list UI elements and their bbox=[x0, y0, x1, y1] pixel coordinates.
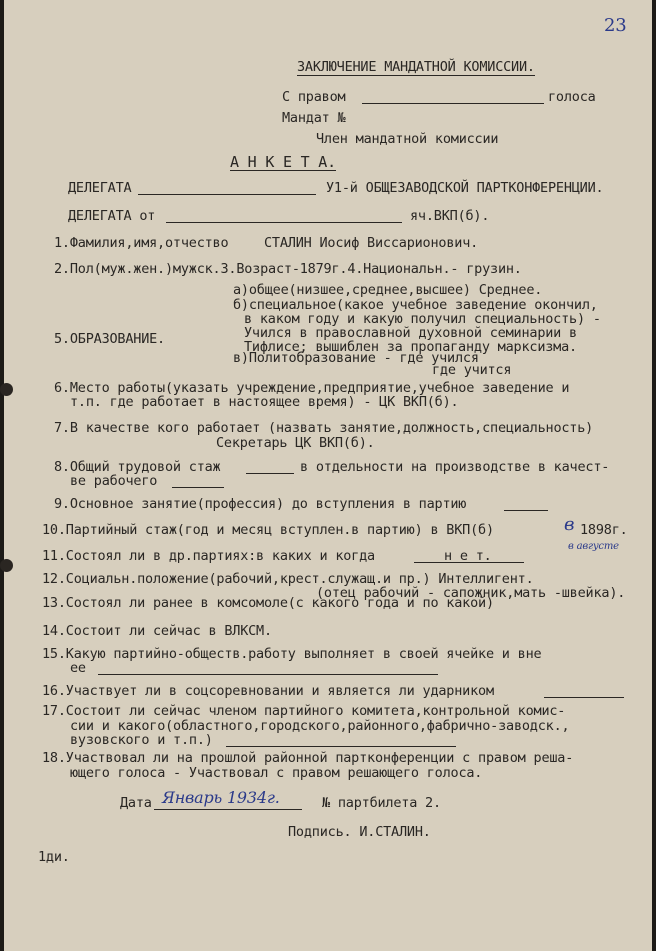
vote-right-blank bbox=[362, 103, 544, 104]
cell-label: яч.ВКП(б). bbox=[410, 208, 490, 224]
mandate-label: Мандат № bbox=[282, 110, 346, 126]
q6-workplace-line2: т.п. где работает в настоящее время) - ЦК ВКП(б). bbox=[70, 394, 459, 410]
q8-production-label: в отдельности на производстве в качест- bbox=[300, 459, 610, 475]
q5b-answer-line2: Тифлисе; вышиблен за пропаганду марксизма. bbox=[244, 339, 577, 355]
q6-workplace: 6.Место работы(указать учреждение,предприятие,учебное заведение и bbox=[54, 380, 570, 396]
q5a-general-education: а)общее(низшее,среднее,высшее) Среднее. bbox=[233, 282, 543, 298]
q9-blank bbox=[504, 510, 548, 511]
q12-social-status: 12.Социальн.положение(рабочий,крест.служащ.и пр.) Интеллигент. bbox=[42, 571, 534, 587]
delegate-from-label: ДЕЛЕГАТА от bbox=[68, 208, 156, 224]
commission-title: ЗАКЛЮЧЕНИЕ МАНДАТНОЙ КОМИССИИ. bbox=[297, 59, 535, 75]
q17-line2: сии и какого(областного,городского,районного,фабрично-заводск., bbox=[70, 718, 570, 734]
copies-note: 1ди. bbox=[38, 849, 70, 865]
q5c-where-studies: где учится bbox=[432, 362, 512, 378]
vote-right-label: С правом bbox=[282, 89, 346, 105]
q10-year: 1898г. bbox=[580, 522, 628, 538]
q10-handwritten-mark: в bbox=[564, 514, 575, 535]
q7-position: 7.В качестве кого работает (назвать занятие,должность,специальность) bbox=[54, 420, 594, 436]
q12-parents: (отец рабочий - сапожник,мать -швейка). bbox=[316, 585, 626, 601]
q7-position-answer: Секретарь ЦК ВКП(б). bbox=[216, 435, 375, 451]
q11-other-parties: 11.Состоял ли в др.партиях:в каких и когда bbox=[42, 548, 375, 564]
delegate-label: ДЕЛЕГАТА bbox=[68, 180, 132, 196]
q18-answer: ющего голоса - Участвовал с правом решающего голоса. bbox=[70, 765, 483, 781]
q8-worker-blank bbox=[172, 487, 224, 488]
questionnaire-sheet bbox=[4, 0, 652, 951]
q1-name-answer: СТАЛИН Иосиф Виссарионович. bbox=[264, 235, 479, 251]
q5c-political-education: в)Политобразование - где учился bbox=[233, 350, 479, 366]
q2-4-sex-age-nationality: 2.Пол(муж.жен.)мужск.3.Возраст-1879г.4.Национальн.- грузин. bbox=[54, 261, 522, 277]
q14-vlksm: 14.Состоит ли сейчас в ВЛКСМ. bbox=[42, 623, 272, 639]
q5b-special-education: б)специальное(какое учебное заведение окончил, bbox=[233, 297, 598, 313]
delegate-from-blank bbox=[166, 222, 402, 223]
q15-line2: ее bbox=[70, 660, 86, 676]
q5-education-label: 5.ОБРАЗОВАНИЕ. bbox=[54, 331, 165, 347]
q17-blank bbox=[226, 746, 456, 747]
delegate-blank bbox=[138, 194, 316, 195]
conference-name: У1-й ОБЩЕЗАВОДСКОЙ ПАРТКОНФЕРЕНЦИИ. bbox=[326, 180, 604, 196]
q17-committee-member: 17.Состоит ли сейчас членом партийного комитета,контрольной комис- bbox=[42, 703, 566, 719]
date-label: Дата bbox=[120, 795, 152, 811]
punch-hole bbox=[0, 383, 13, 396]
q1-name-label: 1.Фамилия,имя,отчество bbox=[54, 235, 229, 251]
q5b-special-line2: в каком году и какую получил специальность) - bbox=[244, 311, 601, 327]
q17-line3: вузовского и т.п.) bbox=[70, 732, 213, 748]
signature-line: Подпись. И.СТАЛИН. bbox=[288, 824, 431, 840]
q11-answer: н е т. bbox=[444, 548, 492, 564]
party-card-number: № партбилета 2. bbox=[322, 795, 441, 811]
q18-last-conference: 18.Участвовал ли на прошлой районной партконференции с правом реша- bbox=[42, 750, 574, 766]
q5b-answer-line1: Учился в православной духовной семинарии в bbox=[244, 325, 577, 341]
page-number: 23 bbox=[604, 15, 627, 36]
q8-blank bbox=[246, 473, 294, 474]
q15-blank bbox=[98, 674, 438, 675]
q16-blank bbox=[544, 697, 624, 698]
q16-competition: 16.Участвует ли в соцсоревновании и является ли ударником bbox=[42, 683, 494, 699]
q15-party-work: 15.Какую партийно-обществ.работу выполняет в своей ячейке и вне bbox=[42, 646, 542, 662]
commission-member-label: Член мандатной комиссии bbox=[316, 131, 499, 147]
punch-hole bbox=[0, 559, 13, 572]
q10-party-tenure: 10.Партийный стаж(год и месяц вступлен.в партию) в ВКП(б) bbox=[42, 522, 494, 538]
date-blank bbox=[154, 809, 302, 810]
vote-suffix: голоса bbox=[548, 89, 596, 105]
q8-work-experience: 8.Общий трудовой стаж bbox=[54, 459, 221, 475]
date-handwritten: Январь 1934г. bbox=[162, 788, 280, 807]
q8-worker-label: ве рабочего bbox=[70, 473, 158, 489]
q9-occupation: 9.Основное занятие(профессия) до вступления в партию bbox=[54, 496, 467, 512]
form-title: А Н К Е Т А. bbox=[230, 153, 336, 171]
q13-komsomol-past: 13.Состоял ли ранее в комсомоле(с какого года и по какой) bbox=[42, 595, 494, 611]
q10-handwritten-month: в августе bbox=[568, 541, 619, 552]
